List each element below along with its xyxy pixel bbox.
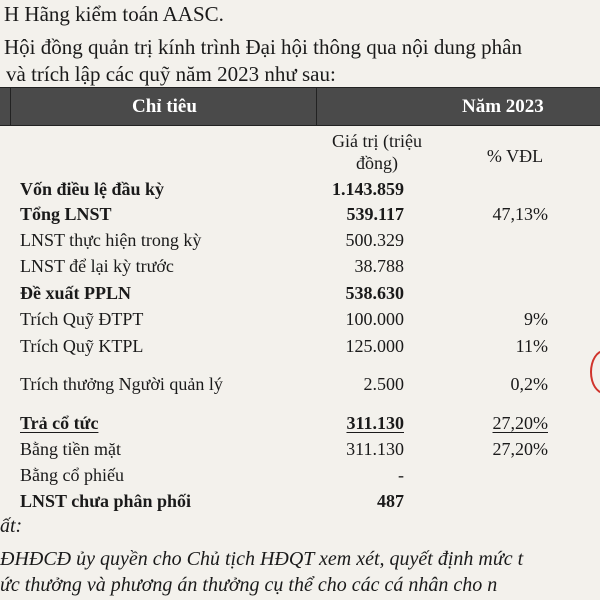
- row-label: Bằng tiền mặt: [20, 439, 121, 459]
- header-divider: [316, 88, 317, 125]
- row-label: Trích thưởng Người quản lý: [20, 374, 223, 394]
- table-row: [0, 179, 600, 205]
- row-value: 100.000: [345, 309, 404, 329]
- table-row: [0, 439, 600, 465]
- row-pct: 0,2%: [510, 374, 548, 394]
- intro-line-3: và trích lập các quỹ năm 2023 như sau:: [6, 62, 336, 86]
- row-pct: 11%: [515, 336, 548, 356]
- row-value: 539.117: [346, 204, 404, 224]
- table-row: [0, 336, 600, 362]
- row-label: LNST chưa phân phối: [20, 491, 192, 511]
- header-indicator: Chỉ tiêu: [132, 96, 197, 117]
- table-row: [0, 309, 600, 335]
- subheader-value: Giá trị (triệu đồng): [332, 131, 422, 173]
- table-row: [0, 230, 600, 256]
- row-value: 311.130: [346, 439, 404, 459]
- row-value: 500.329: [345, 230, 404, 250]
- intro-line-1: H Hãng kiểm toán AASC.: [4, 2, 224, 26]
- row-pct: 47,13%: [492, 204, 548, 224]
- table-row: [0, 256, 600, 282]
- row-pct: 9%: [524, 309, 548, 329]
- header-year: Năm 2023: [462, 96, 544, 117]
- row-value: 125.000: [345, 336, 404, 356]
- table-row: [0, 491, 600, 517]
- row-label: LNST để lại kỳ trước: [20, 256, 174, 276]
- row-value: 487: [377, 491, 404, 511]
- table-header: [0, 87, 600, 126]
- footer-line-1: ĐHĐCĐ ủy quyền cho Chủ tịch HĐQT xem xét, quyết định mức t: [0, 548, 524, 570]
- row-label: Đề xuất PPLN: [20, 283, 131, 303]
- row-value: 311.130: [346, 413, 404, 433]
- row-pct: 27,20%: [492, 413, 548, 433]
- row-value: -: [398, 465, 404, 485]
- intro-line-2: Hội đồng quản trị kính trình Đại hội thông qua nội dung phân: [4, 35, 522, 59]
- table-row: [0, 465, 600, 491]
- row-value: 1.143.859: [332, 179, 404, 199]
- row-label: Trích Quỹ KTPL: [20, 336, 144, 356]
- subheader-pct: % VĐL: [486, 146, 544, 166]
- row-label: Bằng cổ phiếu: [20, 465, 124, 485]
- row-label: LNST thực hiện trong kỳ: [20, 230, 202, 250]
- table-row: [0, 413, 600, 439]
- row-pct: 27,20%: [492, 439, 548, 459]
- row-label: Trích Quỹ ĐTPT: [20, 309, 144, 329]
- footer-line-2: ức thưởng và phương án thưởng cụ thể cho các cá nhân cho n: [0, 574, 498, 596]
- table-row: [0, 374, 600, 400]
- row-value: 38.788: [354, 256, 404, 276]
- row-label: Tổng LNST: [20, 204, 112, 224]
- header-divider: [10, 88, 11, 125]
- row-label: Trả cổ tức: [20, 413, 99, 433]
- row-label: Vốn điều lệ đầu kỳ: [20, 179, 165, 199]
- row-value: 538.630: [345, 283, 404, 303]
- table-row: [0, 204, 600, 230]
- row-value: 2.500: [363, 374, 404, 394]
- table-row: [0, 283, 600, 309]
- footer-line-0: ất:: [0, 515, 23, 537]
